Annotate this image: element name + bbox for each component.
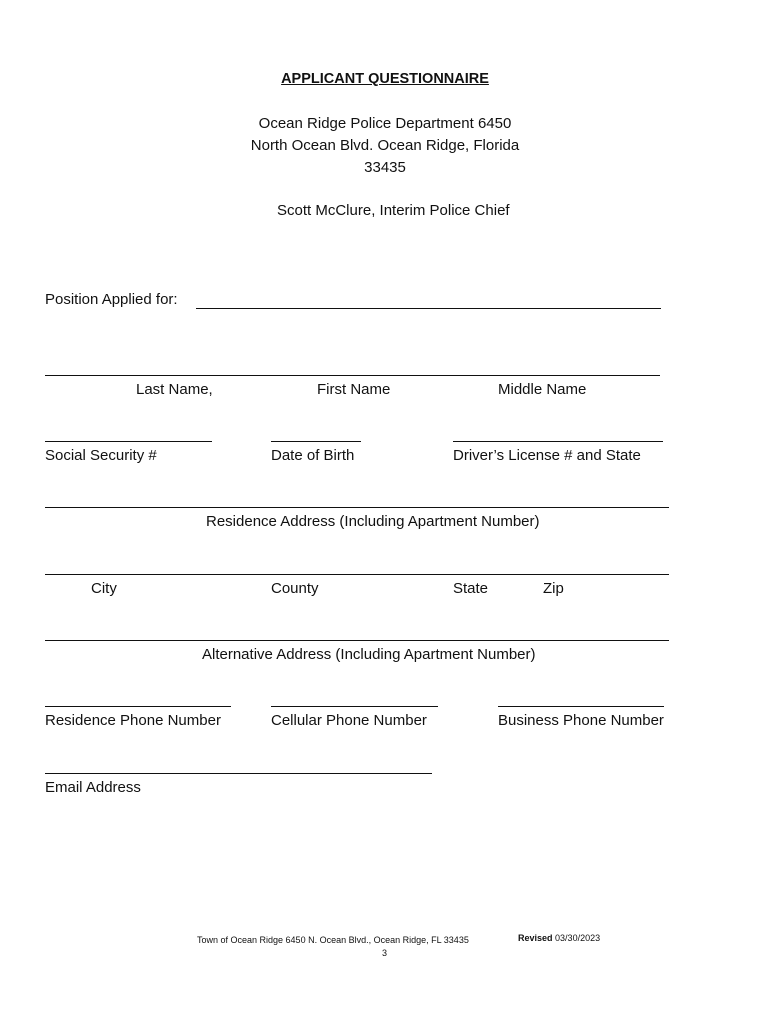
last-name-label: Last Name,	[136, 381, 213, 398]
social-security-label: Social Security #	[45, 447, 157, 464]
drivers-license-field[interactable]	[453, 441, 663, 442]
document-title: APPLICANT QUESTIONNAIRE	[281, 71, 489, 87]
state-label: State	[453, 580, 489, 597]
email-address-field[interactable]	[45, 773, 432, 774]
cellular-phone-label: Cellular Phone Number	[271, 712, 427, 729]
business-phone-field[interactable]	[498, 706, 664, 707]
date-of-birth-label: Date of Birth	[271, 447, 355, 464]
full-name-field[interactable]	[45, 375, 660, 376]
footer-town-address: Town of Ocean Ridge 6450 N. Ocean Blvd., Ocean Ridge, FL 33435	[197, 935, 469, 945]
page-number: 3	[382, 948, 388, 958]
footer-revised-label: Revised	[518, 933, 553, 943]
residence-address-field[interactable]	[45, 507, 669, 508]
zip-label: Zip	[543, 580, 564, 597]
department-address-line-3: 33435	[364, 159, 406, 176]
city-label: City	[91, 580, 117, 597]
middle-name-label: Middle Name	[498, 381, 587, 398]
county-label: County	[271, 580, 319, 597]
department-address-line-1: Ocean Ridge Police Department 6450	[258, 115, 512, 132]
city-county-state-zip-field[interactable]	[45, 574, 669, 575]
social-security-field[interactable]	[45, 441, 212, 442]
drivers-license-label: Driver’s License # and State	[453, 447, 641, 464]
footer-revised	[518, 933, 600, 943]
police-chief-name: Scott McClure, Interim Police Chief	[277, 202, 510, 219]
position-applied-field[interactable]	[196, 308, 661, 309]
alternative-address-field[interactable]	[45, 640, 669, 641]
date-of-birth-field[interactable]	[271, 441, 361, 442]
email-address-label: Email Address	[45, 779, 141, 796]
residence-phone-field[interactable]	[45, 706, 231, 707]
cellular-phone-field[interactable]	[271, 706, 438, 707]
footer-revised-date: 03/30/2023	[555, 933, 601, 943]
residence-address-label: Residence Address (Including Apartment Number)	[206, 513, 540, 530]
residence-phone-label: Residence Phone Number	[45, 712, 221, 729]
alternative-address-label: Alternative Address (Including Apartment Number)	[202, 646, 536, 663]
first-name-label: First Name	[317, 381, 391, 398]
department-address-line-2: North Ocean Blvd. Ocean Ridge, Florida	[250, 137, 520, 154]
position-applied-label: Position Applied for:	[45, 291, 178, 308]
business-phone-label: Business Phone Number	[498, 712, 664, 729]
